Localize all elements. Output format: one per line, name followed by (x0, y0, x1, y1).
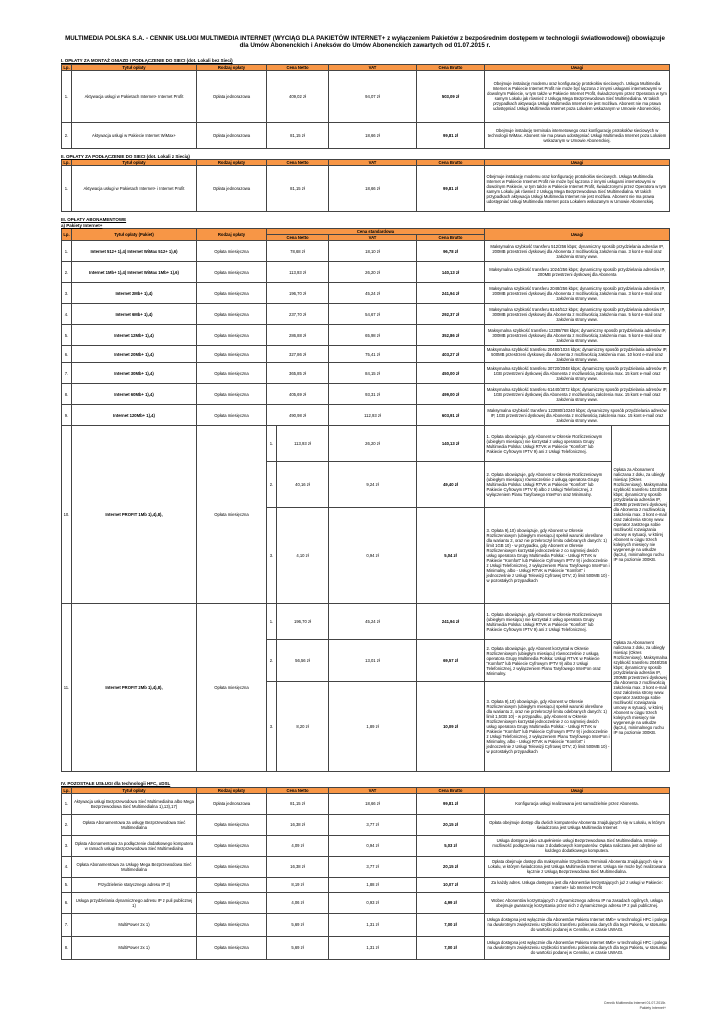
table-row: 3. 8,20 zł 1,89 zł 10,09 zł 3. Opłata 9),10) obowiązuje, gdy Abonent w Okresie Rozliczeniowym (ubiegłym miesiącu) spełnił warunki określone dla wariantu 2, oraz nie przekroczył limitu odebranych danych: 1) limit 1,5GB 10) - w przypadku, gdy Abonent w Okresie Rozliczeniowym korzystał jednocześnie z co najmniej dwóch usług operatora Grupy Multimedia Polska: - Usługi RTVK w Pakiecie "Komfort" lub Pakiecie Cyfrowym IPTV 9) i jednocześnie z Usługi Telefonicznej, z wyłączeniem Planu Taryfowego InterFon i Minimalny, albo - Usługi RTVK w Pakiecie "Komfort" i jednocześnie z Usługi Telewizji Cyfrowej DTV; 2) limit 500MB 10) - w pozostałych przypadkach (62, 682, 670, 772)
table-row: 8. MultiPower 2x 1) Opłata miesięczna 5,69 zł 1,31 zł 7,00 zł Usługa dostępna jest wyłącznie dla Abonentów Pakietu Internet 6Mb+ w technologii HFC i polega na dwukrotnym zwiększeniu szybkości transferu pobierania danych dla tego Pakietu, w stosunku do wartości podanej w Cenniku, w czasie UWAGI. (62, 936, 670, 959)
price-list-page (61, 0, 669, 960)
table-row: 5. Internet 12Mb+ 1),4) Opłata miesięczna 286,88 zł 65,98 zł 352,86 zł Maksymalna szybkość transferu 12288/768 kbps; dynamiczny sposób przydzielania adresów IP, 300MB przestrzeni dyskowej dla Abonenta z możliwością założenia max. 5 kont e-mail oraz założenia strony www. (62, 325, 670, 346)
table-header-row: Lp. Tytuł opłaty Rodzaj opłaty Cena Netto VAT Cena Brutto Uwagi (62, 64, 670, 70)
table-header-row: Lp. Tytuł opłaty Rodzaj opłaty Cena Netto VAT Cena Brutto Uwagi (62, 787, 670, 793)
connection-fees-table (61, 159, 670, 212)
section-heading: II. OPŁATY ZA PODŁĄCZENIE DO SIECI (dot. Lokali z Siecią) (61, 153, 190, 159)
table-row: 2. 56,56 zł 13,01 zł 69,57 zł 2. Opłata obowiązuje, gdy Abonent korzystał w Okresie Rozliczeniowym (ubiegłym miesiącu) równocześnie z usługą operatora Grupy Multimedia Polska: Usługi RTVK w Pakiecie "Komfort" lub Pakiecie Cyfrowym IPTV 9) albo z Usługi Telefonicznej, z wyłączeniem Planu Taryfowego InterFon oraz Minimalny. (62, 640, 670, 682)
page-footer: Cennik Multimedia Internet 01.07.2015r. Pakiety Internet+ (603, 1001, 666, 1010)
table-row: 7. MultiPower 2x 1) Opłata miesięczna 5,69 zł 1,31 zł 7,00 zł Usługa dostępna jest wyłącznie dla Abonentów Pakietu Internet 6Mb+ w technologii HFC i polega na dwukrotnym zwiększeniu szybkości transferu pobierania danych dla tego Pakietu, w stosunku do wartości podanej w Cenniku, w czasie UWAGI. (62, 913, 670, 936)
table-row: 1. Aktywacja usługi w Pakietach Internet+ Internet Profit Opłata jednorazowa 409,02 zł 94,07 zł 503,09 zł Obejmuje instalację modemu oraz konfigurację protokołów sieciowych. Usługa Multimedia Internet w Pakiecie Internet Profit nie może być łączona z innymi usługami internetowymi w dowolnym Pakiecie, w tym także w Pakiecie Internet Profit, świadczonymi przez Operatora w tym samym Lokalu jak również z Usługą Mega Bezprzewodowa Sieć Multimedialna. W takich przypadkach aktywacja Usługi Multimedia Internet nie jest możliwa. Abonent nie ma prawa udostępniać Usługi Multimedia Internet poza Lokalem wskazanym w Umowie Abonenckiej. (62, 70, 670, 122)
section-heading: I. OPŁATY ZA MONTAŻ GNIAZD I PODŁĄCZENIE DO SIECI (dot. Lokali bez Sieci) (61, 58, 233, 64)
table-row: 2. 40,16 zł 9,24 zł 49,40 zł 2. Opłata obowiązuje, gdy Abonent w Okresie Rozliczeniowym (ubiegłym miesiącu) równocześnie z usługą operatora Grupy Multimedia Polska: Usługi RTVK w Pakiecie "Komfort" lub Pakiecie Cyfrowym IPTV 9) albo z Usługi Telefonicznej, z wyłączeniem Planu Taryfowego InterFon oraz Minimalny. (62, 462, 670, 508)
table-row: 2. Internet 1Mb+ 1),4) Internet WiMax 1Mb+ 1),6) Opłata miesięczna 113,93 zł 26,20 zł 140,13 zł Maksymalna szybkość transferu 1024/256 kbps; dynamiczny sposób przydzielania adresów IP, 200MB przestrzeni dyskowej dla Abonenta (62, 262, 670, 283)
table-row: 6. Usługa przydzielania dynamicznego adresu IP z puli publicznej 1) Opłata miesięczna 4,06 zł 0,93 zł 4,99 zł Wobec Abonentów korzystających z dynamicznego adresu IP na zasadach ogólnych, usługa obejmuje gwarancję korzystania przez nich z dynamicznego adresu IP z puli publicznej. (62, 892, 670, 913)
table-row: 3. 4,10 zł 0,94 zł 5,04 zł 3. Opłata 9),10) obowiązuje, gdy Abonent w Okresie Rozliczeniowym (ubiegłym miesiącu) spełnił warunki określone dla wariantu 2, oraz nie przekroczył limitu odebranych danych: 1) limit 1GB 10) - w przypadku, gdy Abonent w Okresie Rozliczeniowym korzystał jednocześnie z co najmniej dwóch usług operatora Grupy Multimedia Polska: - Usługi RTVK w Pakiecie "Komfort" lub Pakiecie Cyfrowym IPTV 9) i jednocześnie z Usługi Telefonicznej, z wyłączeniem Planu Taryfowego InterFon i Minimalny, albo - Usługi RTVK w Pakiecie "Komfort" i jednocześnie z Usługi Telewizji Cyfrowej DTV; 2) limit 500MB 10) - w pozostałych przypadkach (62, 508, 670, 604)
table-row: 9. Internet 120Mb+ 1),4) Opłata miesięczna 490,98 zł 112,93 zł 603,91 zł Maksymalna szybkość transferu 122880/10240 kbps; dynamiczny sposób przydzielania adresów IP, 1GB przestrzeni dyskowej dla Abonenta z możliwością założenia max. 15 kont e-mail oraz założenia strony www. (62, 405, 670, 426)
table-row: 6. Internet 20Mb+ 1),4) Opłata miesięczna 327,86 zł 75,41 zł 403,27 zł Maksymalna szybkość transferu 20480/1024 kbps; dynamiczny sposób przydzielania adresów IP, 500MB przestrzeni dyskowej dla Abonenta z możliwością założenia max. 10 kont e-mail oraz założenia strony www. (62, 346, 670, 363)
subsection-heading: a) Pakiety Internet+ (61, 222, 103, 228)
table-row: 5. Przydzielenie statycznego adresu IP 2) Opłata miesięczna 8,19 zł 1,88 zł 10,07 zł Za każdy adres. Usługa dostępna jest dla Abonentów korzystających już z usługi w Pakiecie: Internet+ lub Internet Profit (62, 877, 670, 892)
subscription-fees-table (61, 228, 670, 772)
document-title: MULTIMEDIA POLSKA S.A. - CENNIK USŁUGI MULTIMEDIA INTERNET (WYCIĄG DLA PAKIETÓW INTERNET+ z wyłączeniem Pakietów z bezpośrednim dostępem w technologii światłowodowej) obowiązuje dla Umów Abonenckich i Aneksów do Umów Abonenckich zawartych od 01.07.2015 r. (65, 35, 665, 50)
other-services-table (61, 787, 670, 960)
table-row: 1. Aktywacja usługi Bezprzewodowa Sieć Multimedialna albo Mega Bezprzewodowa Sieć Multimedialna 1),13),17) Opłata jednorazowa 81,15 zł 18,66 zł 99,81 zł Konfiguracja usługi realizowana jest samodzielnie przez Abonenta. (62, 793, 670, 814)
table-row: 4. Opłata Abonamentowa za Usługę Mega Bezprzewodowa Sieć Multimedialna Opłata miesięczna 16,38 zł 3,77 zł 20,15 zł Opłata obejmuje dostęp dla maksymalnie trzydziestu Terminali Abonenta znajdujących się w Lokalu, w którym świadczona jest Usługa Multimedia Internet. Usługa nie może być realizowana łącznie z Usługą Bezprzewodowa Sieć Multimedialna. (62, 856, 670, 877)
table-header-row: Lp. Tytuł opłaty Rodzaj opłaty Cena Netto VAT Cena Brutto Uwagi (62, 160, 670, 166)
table-row: 4. Internet 6Mb+ 1),4) Opłata miesięczna 237,70 zł 54,67 zł 292,37 zł Maksymalna szybkość transferu 6144/512 kbps; dynamiczny sposób przydzielania adresów IP, 300MB przestrzeni dyskowej dla Abonenta z możliwością założenia max. 5 kont e-mail oraz założenia strony www. (62, 304, 670, 325)
table-row: 2. Aktywacja usługi w Pakiecie Internet WiMax+ Opłata jednorazowa 81,15 zł 18,66 zł 99,81 zł Obejmuje instalację terminala internetowego oraz konfigurację protokołów sieciowych w technologii WiMax. Abonent nie ma prawa udostępniać Usługi Multimedia Internet poza Lokalem wskazanym w Umowie Abonenckiej. (62, 122, 670, 148)
table-row: 2. Opłata Abonamentowa za usługę Bezprzewodowa Sieć Multimedialna Opłata miesięczna 16,38 zł 3,77 zł 20,15 zł Opłata obejmuje dostęp dla dwóch komputerów Abonenta znajdujących się w Lokalu, w którym świadczona jest Usługa Multimedia Internet (62, 814, 670, 835)
table-row: 1. Internet 512+ 1),4) Internet WiMax 512+ 1),6) Opłata miesięczna 78,68 zł 18,10 zł 96,78 zł Maksymalna szybkość transferu 512/256 kbps; dynamiczny sposób przydzielania adresów IP, 200MB przestrzeni dyskowej dla Abonenta z możliwością założenia max. 3 kont e-mail oraz założenia strony www. (62, 241, 670, 262)
table-row: 3. Opłata Abonamentowa za podłączenie dodatkowego komputera w ramach usługi Bezprzewodowa Sieć Multimedialna Opłata miesięczna 4,09 zł 0,94 zł 5,03 zł Usługa dostępna jako uzupełnienie usługi Bezprzewodowa Sieć Multimedialna. Istnieje możliwość podłączenia max 3 dodatkowych komputerów. Opłata naliczana jest odrębnie od każdego dodatkowego komputera. (62, 835, 670, 856)
table-row: 3. Internet 2Mb+ 1),4) Opłata miesięczna 196,70 zł 45,24 zł 241,94 zł Maksymalna szybkość transferu 2048/256 kbps; dynamiczny sposób przydzielania adresów IP, 200MB przestrzeni dyskowej dla Abonenta z możliwością założenia max. 3 kont e-mail oraz założenia strony www. (62, 283, 670, 304)
section-heading: IV. POZOSTAŁE USŁUGI dla technologii HFC, xDSL (61, 781, 171, 787)
table-row: 8. Internet 60Mb+ 1),4) Opłata miesięczna 405,69 zł 93,31 zł 499,00 zł Maksymalna szybkość transferu 61440/3072 kbps; dynamiczny sposób przydzielania adresów IP, 1GB przestrzeni dyskowej dla Abonenta z możliwością założenia max. 15 kont e-mail oraz założenia strony www. (62, 384, 670, 405)
table-row: 11. Internet PROFIT 2Mb 1),4),8), Opłata miesięczna 1. 196,70 zł 45,24 zł 241,94 zł 1. Opłata obowiązuje, gdy Abonent w Okresie Rozliczeniowym (ubiegłym miesiącu) nie korzystał z usług operatora Grupy Multimedia Polska: Usługi RTVK w Pakiecie "Komfort" lub Pakiecie Cyfrowym IPTV 9) ani z Usługi Telefonicznej. Opłata za Abonament naliczana z dołu, za ubiegły miesiąc (Okres Rozliczeniowy). Maksymalna szybkość transferu 2048/256 kbps; dynamiczny sposób przydzielania adresów IP, 200MB przestrzeni dyskowej dla Abonenta z możliwością założenia max. 3 kont e-mail oraz założenia strony www. Operator zastrzega sobie możliwość rozwiązania umowy w sytuacji, w której Abonent w ciągu trzech kolejnych miesięcy nie wygeneruje na usłudze (łączu), minimalnego ruchu IP na poziomie 300KB. (62, 604, 670, 640)
table-row: 1. Aktywacja usługi w Pakietach Internet+ i Internet Profit Opłata jednorazowa 81,15 zł 18,66 zł 99,81 zł Obejmuje instalację modemu oraz konfigurację protokołów sieciowych. Usługa Multimedia Internet w Pakiecie Internet Profit nie może być łączona z innymi usługami internetowymi w dowolnym Pakiecie, w tym także w Pakiecie Internet Profit, świadczonymi przez Operatora w tym samym Lokalu jak również z Usługą Mega Bezprzewodowa Sieć Multimedialna. W takich przypadkach aktywacja Usługi Multimedia Internet nie jest możliwa. Abonent nie ma prawa udostępniać Usługi Multimedia Internet poza Lokalem wskazanym w Umowie Abonenckiej. (62, 166, 670, 212)
section-heading: III. OPŁATY ABONAMENTOWE (61, 217, 127, 223)
table-header-row: Cena Netto VAT Cena Brutto (62, 235, 670, 241)
table-header-row: Lp. Tytuł opłaty (Pakiet) Rodzaj opłaty Cena standardowa Uwagi (62, 229, 670, 235)
activation-fees-table (61, 64, 670, 149)
table-row: 7. Internet 30Mb+ 1),4) Opłata miesięczna 365,85 zł 84,15 zł 450,00 zł Maksymalna szybkość transferu 30720/2048 kbps; dynamiczny sposób przydzielania adresów IP, 1GB przestrzeni dyskowej dla Abonenta z możliwością założenia max. 15 kont e-mail oraz założenia strony www. (62, 363, 670, 384)
table-row: 10. Internet PROFIT 1Mb 1),4),8), Opłata miesięczna 1. 113,93 zł 26,20 zł 140,13 zł 1. Opłata obowiązuje, gdy Abonent w Okresie Rozliczeniowym (ubiegłym miesiącu) nie korzystał z usług operatora Grupy Multimedia Polska: Usługi RTVK w Pakiecie "Komfort" lub Pakiecie Cyfrowym IPTV 9) ani z Usługi Telefonicznej. Opłata za Abonament naliczana z dołu, za ubiegły miesiąc (Okres Rozliczeniowy). Maksymalna szybkość transferu 1024/256 kbps; dynamiczny sposób przydzielania adresów IP, 200MB przestrzeni dyskowej dla Abonenta z możliwością założenia max. 3 kont e-mail oraz założenia strony www. Operator zastrzega sobie możliwość rozwiązania umowy w sytuacji, w której Abonent w ciągu trzech kolejnych miesięcy nie wygeneruje na usłudze (łączu), minimalnego ruchu IP na poziomie 300KB. (62, 426, 670, 462)
